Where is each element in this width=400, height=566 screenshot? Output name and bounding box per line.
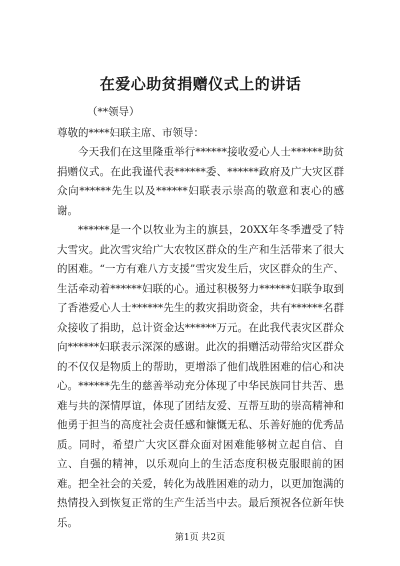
speaker-byline: （**领导） bbox=[87, 106, 140, 118]
body-paragraph: ******是一个以牧业为主的旗县，20XX年冬季遭受了特大雪灾。此次雪灾给广大农牧区群众的生产和生活带来了很大的困难。“一方有难八方支援”雪灾发生后，灾区群众的生产、生活牵动着******妇联的心。通过积极努力******妇联争取到了香港爱心人士******先生的救灾捐助资金，共有******名群众接收了捐助，总计资金达******万元。在此我代表灾区群众向******妇联表示深深的感谢。此次的捐赠活动带给灾区群众的不仅仅是物质上的帮助，更增添了他们战胜困难的信心和决心。******先生的慈善举动充分体现了中华民族同甘共苦、患难与共的深情厚谊，体现了团结友爱、互帮互助的崇高精神和他勇于担当的高度社会责任感和慷慨无私、乐善好施的优秀品质。同时，希望广大灾区群众面对困难能够树立起自信、自立、自强的精神，以乐观向上的生活态度积极克服眼前的困难。把全社会的关爱，转化为战胜困难的动力，以更加饱满的热情投入到恢复正常的生产生活当中去。最后预祝各位新年快乐。 bbox=[57, 224, 344, 529]
body-paragraph: 今天我们在这里隆重举行******接收爱心人士******助贫捐赠仪式。在此我谨代表******委、******政府及广大灾区群众向******先生以及******妇联表示崇高的敬意和衷心的感谢。 bbox=[57, 146, 344, 217]
page-footer: 第1页 共2页 bbox=[174, 533, 226, 543]
salutation: 尊敬的****妇联主席、市领导： bbox=[57, 127, 204, 139]
document-title: 在爱心助贫捐赠仪式上的讲话 bbox=[99, 75, 302, 93]
